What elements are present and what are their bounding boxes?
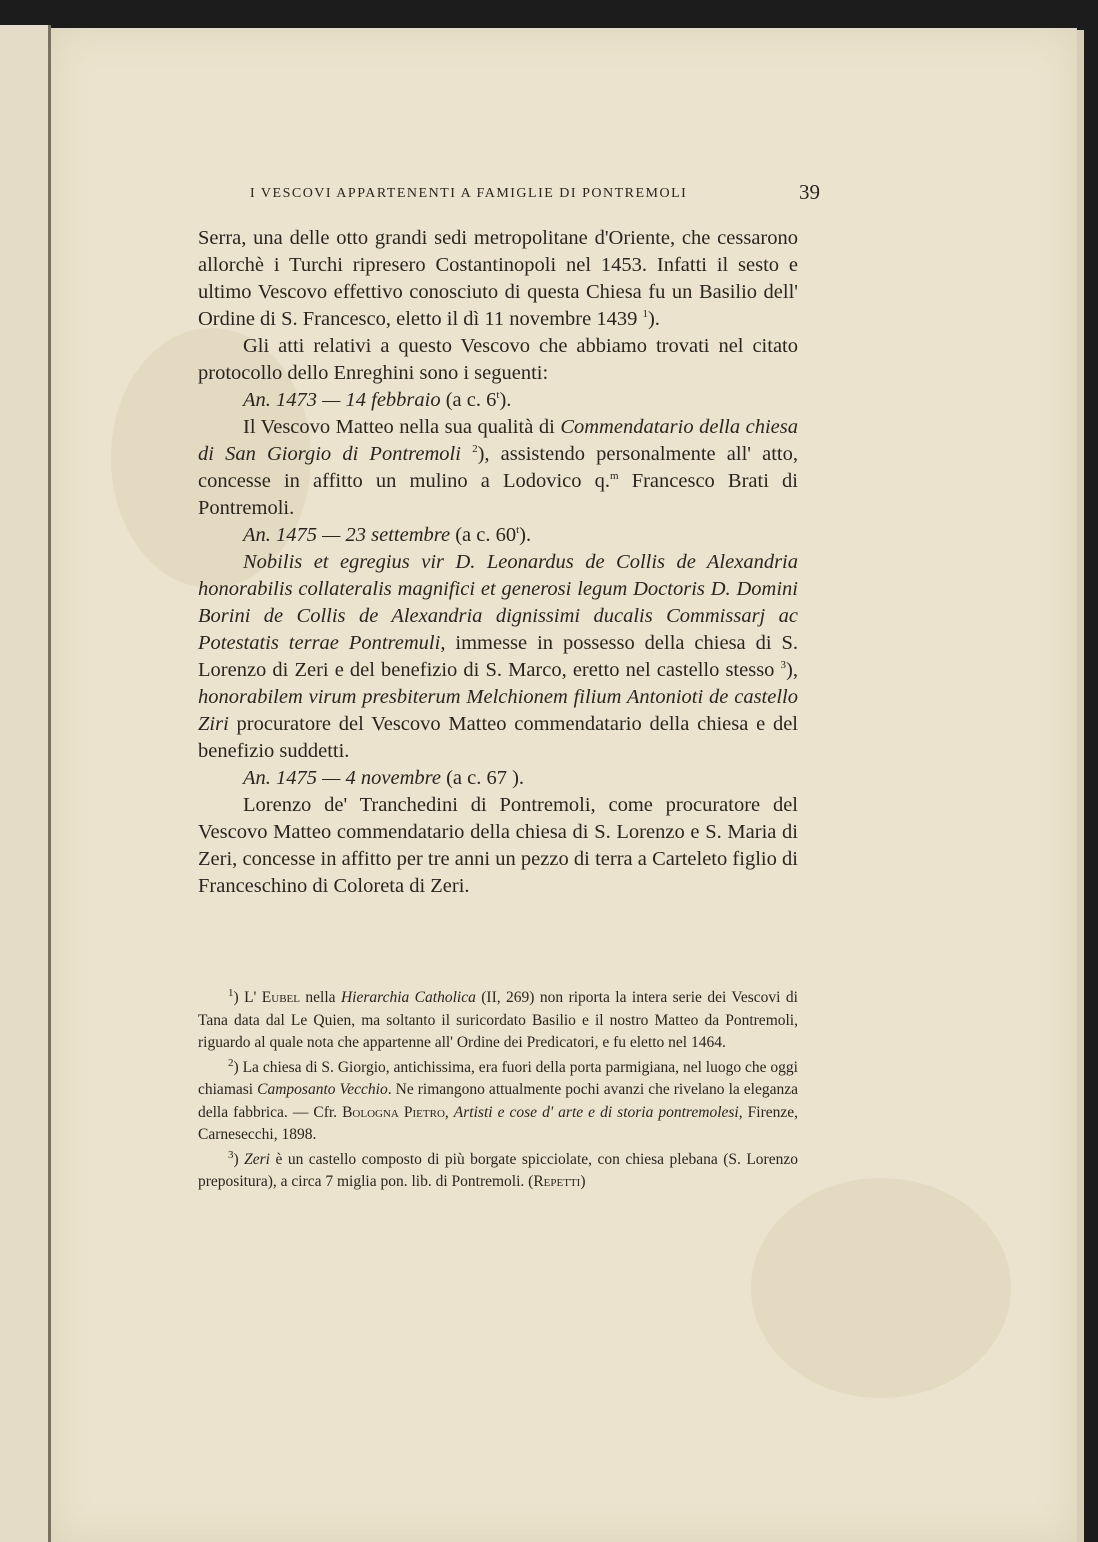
paper-stain <box>751 1178 1011 1398</box>
paragraph-4: Nobilis et egregius vir D. Leonardus de Collis de Alexandria honorabilis collateralis magnifici et generosi legum Doctoris D. Domini Borini de Collis de Alexandria dignissimi ducalis Commissarj ac Potestatis terrae Pontremuli, immesse in possesso della chiesa di S. Lorenzo di Zeri e del benefizio di S. Marco, eretto nel castello stesso $^3$), honorabilem virum presbiterum Melchionem filium Antonioti de castello Ziri procuratore del Vescovo Matteo commendatario della chiesa e del benefizio suddetti. <box>198 551 799 762</box>
document-entry-3: An. 1475 — 4 novembre (a c. 67 ). <box>243 767 525 789</box>
footnote-ref-1: 1 <box>642 308 648 321</box>
page-header <box>250 180 820 210</box>
paragraph-1: Serra, una delle otto grandi sedi metropolitane d'Oriente, che cessarono allorchè i Turchi ripresero Costantinopoli nel 1453. Infatti il sesto e ultimo Vescovo effettivo conosciuto di questa Chiesa fu un Basilio dell' Ordine di S. Francesco, eletto il dì 11 novembre 1439 $^1$). <box>198 227 798 330</box>
footnote-1: $^1$) L' Eubel nella Hierarchia Catholica (II, 269) non riporta la intera serie dei Vescovi di Tana data dal Le Quien, ma soltanto il suricordato Basilio e il nostro Matteo da Pontremoli, riguardo al quale nota che appartenne all' Ordine dei Predicatori, e fu eletto nel 1464. <box>198 986 798 1051</box>
footnotes <box>198 987 798 1196</box>
document-entry-2: An. 1475 — 23 settembre (a c. 60$^t$). <box>243 524 532 546</box>
paragraph-3: Il Vescovo Matteo nella sua qualità di Commendatario della chiesa di San Giorgio di Pontremoli $^2$), assistendo personalmente all' atto, concesse in affitto un mulino a Lodovico q.$^m$ Francesco Brati di Pontremoli. <box>198 416 798 519</box>
document-entry-1: An. 1473 — 14 febbraio (a c. 6$^t$). <box>243 389 512 411</box>
running-head: I VESCOVI APPARTENENTI A FAMIGLIE DI PONTREMOLI <box>250 186 688 201</box>
footnote-3: $^3$) Zeri è un castello composto di più borgate spicciolate, con chiesa plebana (S. Lorenzo prepositura), a circa 7 miglia pon. lib. di Pontremoli. (Repetti) <box>198 1148 798 1190</box>
left-page-edge <box>0 25 48 1542</box>
page-stack-edge <box>1077 30 1084 1542</box>
paragraph-2: Gli atti relativi a questo Vescovo che abbiamo trovati nel citato protocollo dello Enreghini sono i seguenti: <box>198 335 798 384</box>
main-text <box>198 225 798 900</box>
paragraph-5: Lorenzo de' Tranchedini di Pontremoli, come procuratore del Vescovo Matteo commendatario della chiesa di S. Lorenzo e S. Maria di Zeri, concesse in affitto per tre anni un pezzo di terra a Carteleto figlio di Franceschino di Coloreta di Zeri. <box>198 794 798 897</box>
footnote-ref-3: 3 <box>780 659 787 672</box>
footnote-ref-2: 2 <box>472 443 478 456</box>
footnote-2: $^2$) La chiesa di S. Giorgio, antichissima, era fuori della porta parmigiana, nel luogo che oggi chiamasi Camposanto Vecchio. Ne rimangono attualmente pochi avanzi che rivelano la eleganza della fabbrica. — Cfr. Bologna Pietro, Artisti e cose d' arte e di storia pontremolesi, Firenze, Carnesecchi, 1898. <box>198 1056 798 1143</box>
page-number: 39 <box>799 180 820 204</box>
